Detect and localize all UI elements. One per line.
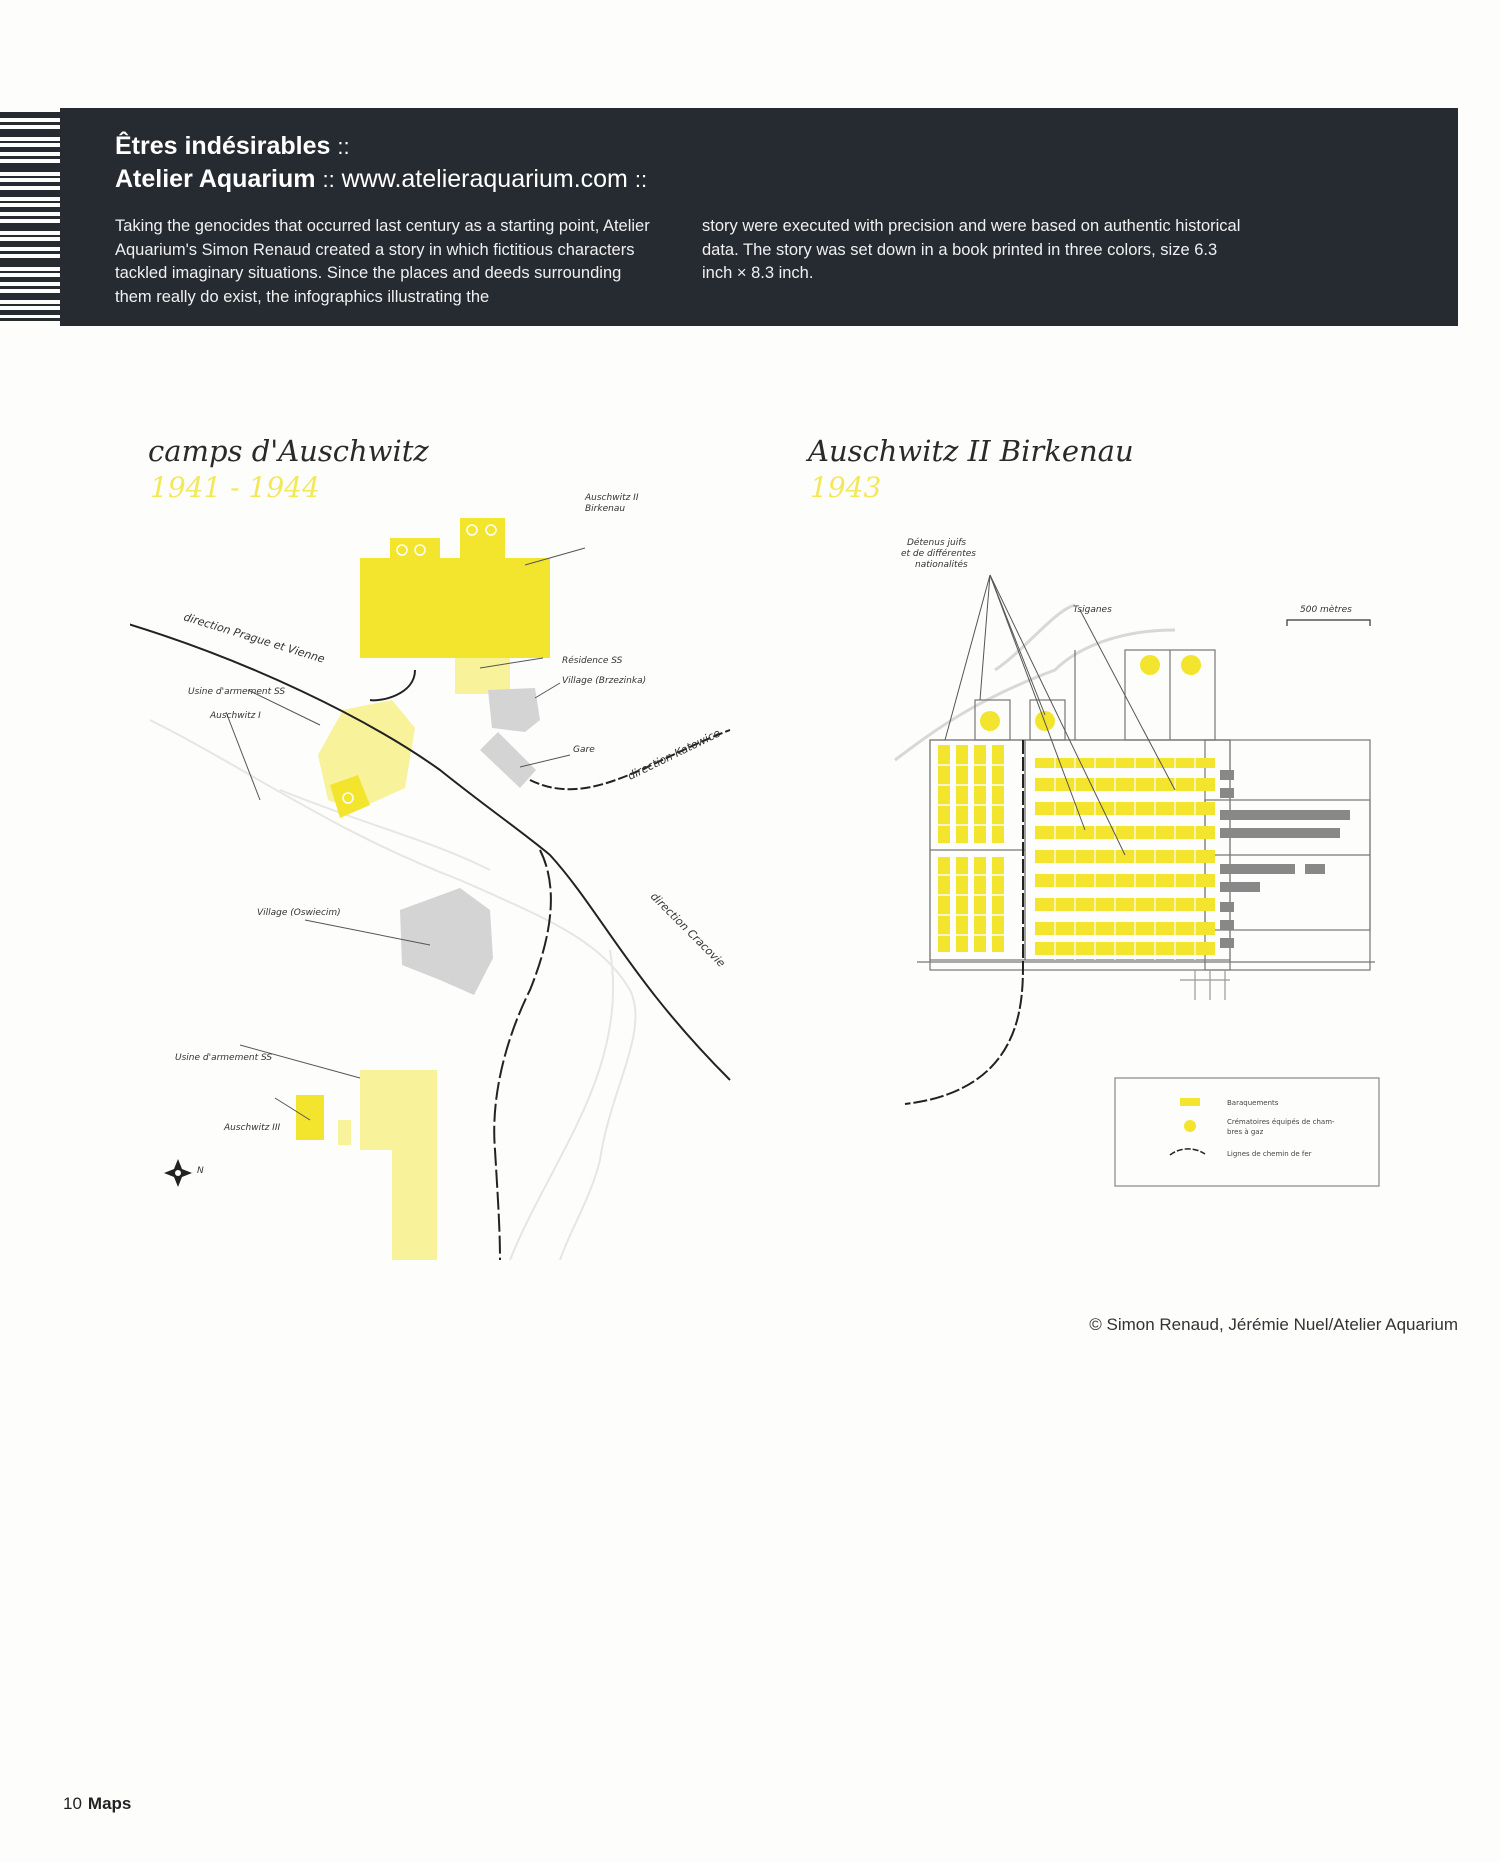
residence-ss — [455, 658, 510, 694]
legend — [1115, 1078, 1379, 1186]
legend-rail: Lignes de chemin de fer — [1227, 1150, 1312, 1158]
label-direction-katowice: direction Katowice — [625, 726, 723, 783]
label-detenus-3: nationalités — [915, 560, 968, 570]
studio-url: www.atelieraquarium.com — [341, 165, 628, 193]
page-number: 10 — [63, 1794, 82, 1813]
legend-crematoires-1: Crématoires équipés de cham- — [1227, 1118, 1335, 1126]
map-auschwitz-camps — [130, 470, 750, 1260]
section-name: Maps — [87, 1794, 132, 1813]
page-footer — [63, 1794, 131, 1814]
auschwitz-three — [296, 1095, 324, 1140]
compass-rose-icon — [164, 1159, 192, 1187]
image-credit: © Simon Renaud, Jérémie Nuel/Atelier Aquarium — [1089, 1315, 1458, 1334]
label-detenus-2: et de différentes — [901, 549, 976, 559]
label-village-brzezinka: Village (Brzezinka) — [562, 676, 647, 686]
map-right-title: Auschwitz II Birkenau — [808, 434, 1134, 468]
header-body-col2: story were executed with precision and were based on authentic historical data. The story was set down in a book printed in three colors, size 6.3 inch × 8.3 inch. — [702, 217, 1241, 282]
label-scale: 500 mètres — [1300, 605, 1352, 615]
label-residence: Résidence SS — [562, 656, 623, 666]
label-birkenau-2: Birkenau — [585, 504, 626, 514]
map-right-year: 1943 — [810, 471, 882, 504]
header-band — [60, 108, 1458, 326]
label-north: N — [197, 1166, 204, 1176]
usine-armement-two — [360, 1070, 437, 1260]
label-auschwitz-1: Auschwitz I — [210, 711, 261, 721]
studio-name: Atelier Aquarium — [115, 165, 316, 193]
label-oswiecim: Village (Oswiecim) — [257, 908, 341, 918]
label-tsiganes: Tsiganes — [1073, 605, 1112, 615]
barracks-center — [1035, 758, 1215, 955]
label-auschwitz-3: Auschwitz III — [224, 1123, 281, 1133]
label-gare: Gare — [573, 745, 595, 755]
map-birkenau — [875, 530, 1395, 1190]
birkenau-camp — [360, 518, 550, 658]
crematoria — [980, 655, 1201, 731]
barracks-left — [938, 745, 1004, 952]
map-left-title: camps d'Auschwitz — [148, 434, 429, 468]
barcode-decoration — [0, 108, 60, 324]
legend-crematoires-2: bres à gaz — [1227, 1128, 1264, 1136]
header-title: Êtres indésirables :: Atelier Aquarium :: www.atelieraquarium.com :: — [115, 132, 648, 193]
label-birkenau-1: Auschwitz II — [585, 493, 639, 503]
label-direction-prague: direction Prague et Vienne — [182, 610, 327, 666]
auschwitz-one — [318, 700, 415, 810]
label-detenus-1: Détenus juifs — [907, 538, 967, 548]
village-brzezinka — [488, 688, 540, 732]
project-title: Êtres indésirables — [115, 132, 331, 160]
barracks-right — [1220, 770, 1350, 948]
legend-baraquements: Baraquements — [1227, 1099, 1279, 1107]
label-usine-1: Usine d'armement SS — [188, 687, 286, 697]
label-direction-cracovie: direction Cracovie — [647, 889, 728, 970]
header-body-col1: Taking the genocides that occurred last century as a starting point, Atelier Aquarium's Simon Renaud created a story in which fictitious characters tackled imaginary situations. Since the places and deeds surrounding them really do exist, the infographics illustrating the — [115, 217, 650, 306]
map-left-years: 1941 - 1944 — [150, 471, 320, 504]
gare — [480, 732, 536, 788]
label-usine-2: Usine d'armement SS — [175, 1053, 273, 1063]
scale-bar — [1287, 620, 1370, 626]
